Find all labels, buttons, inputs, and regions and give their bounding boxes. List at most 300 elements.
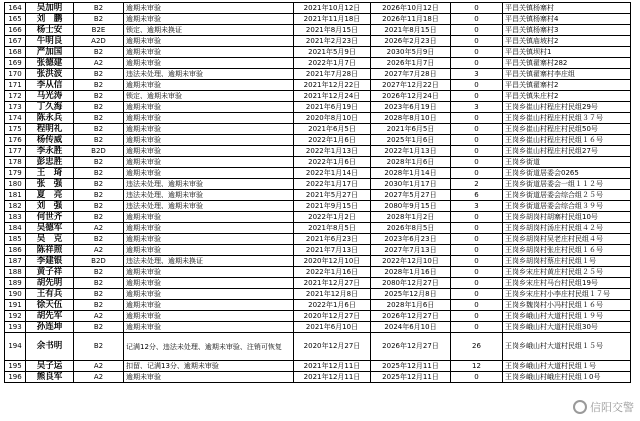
valid-until-date: 2028年1月14日: [371, 168, 451, 179]
first-issue-date: 2022年1月2日: [294, 212, 371, 223]
table-row: [5, 47, 631, 58]
license-class: A2: [74, 245, 124, 256]
table-row: [5, 212, 631, 223]
license-status: 逾期未审验: [124, 3, 294, 14]
first-issue-date: 2021年7月13日: [294, 245, 371, 256]
address: 王岗乡街道居委会综合组２５号: [503, 190, 631, 201]
address: 王岗乡峨山村大道村民组１５号: [503, 333, 631, 361]
table-row: [5, 3, 631, 14]
valid-until-date: 2028年1月2日: [371, 212, 451, 223]
license-class: B2: [74, 14, 124, 25]
license-class: B2: [74, 124, 124, 135]
driver-name: 张德建: [26, 58, 74, 69]
penalty-points: 0: [451, 14, 503, 25]
license-class: B2: [74, 179, 124, 190]
license-status: 逾期未审验: [124, 223, 294, 234]
license-status: 逾期未审验: [124, 289, 294, 300]
first-issue-date: 2021年12月22日: [294, 80, 371, 91]
table-row: [5, 58, 631, 69]
row-number: 184: [5, 223, 26, 234]
driver-name: 李从信: [26, 80, 74, 91]
valid-until-date: 2025年12月8日: [371, 289, 451, 300]
first-issue-date: 2022年1月14日: [294, 168, 371, 179]
address: 平昌关镇翟寨村282: [503, 58, 631, 69]
driver-name: 吴子运: [26, 361, 74, 372]
row-number: 194: [5, 333, 26, 361]
license-status: 逾期未审验: [124, 234, 294, 245]
penalty-points: 26: [451, 333, 503, 361]
address: 平昌关镇坝村1: [503, 47, 631, 58]
license-status: 逾期未审验: [124, 311, 294, 322]
row-number: 174: [5, 113, 26, 124]
license-class: B2: [74, 3, 124, 14]
valid-until-date: 2026年8月5日: [371, 223, 451, 234]
table-row: [5, 278, 631, 289]
first-issue-date: 2021年6月10日: [294, 322, 371, 333]
license-status: 逾期未审验: [124, 124, 294, 135]
license-class: A2: [74, 311, 124, 322]
first-issue-date: 2021年12月11日: [294, 361, 371, 372]
license-status: 锁定、逾期未换证: [124, 25, 294, 36]
license-class: B2: [74, 157, 124, 168]
row-number: 196: [5, 372, 26, 383]
table-row: [5, 25, 631, 36]
license-class: B2: [74, 289, 124, 300]
valid-until-date: 2025年12月11日: [371, 372, 451, 383]
driver-name: 王有兵: [26, 289, 74, 300]
license-status: 逾期未审验: [124, 36, 294, 47]
row-number: 187: [5, 256, 26, 267]
valid-until-date: 2027年12月22日: [371, 80, 451, 91]
first-issue-date: 2021年8月15日: [294, 25, 371, 36]
row-number: 170: [5, 69, 26, 80]
first-issue-date: 2022年1月6日: [294, 300, 371, 311]
valid-until-date: 2025年12月11日: [371, 361, 451, 372]
license-class: B2: [74, 168, 124, 179]
driver-name: 王 琦: [26, 168, 74, 179]
license-class: A2: [74, 223, 124, 234]
table-row: [5, 14, 631, 25]
license-status: 违法未处理、逾期未换证: [124, 256, 294, 267]
driver-name: 胡先明: [26, 278, 74, 289]
driver-name: 黄子祥: [26, 267, 74, 278]
license-status: 逾期未审验: [124, 80, 294, 91]
driver-name: 张洪波: [26, 69, 74, 80]
watermark-text: 信阳交警: [590, 401, 634, 414]
penalty-points: 0: [451, 91, 503, 102]
watermark: [573, 399, 634, 415]
penalty-points: 0: [451, 278, 503, 289]
address: 王岗乡胡岗村吴老庄村民组４号: [503, 234, 631, 245]
first-issue-date: 2021年2月23日: [294, 36, 371, 47]
license-class: A2D: [74, 36, 124, 47]
license-class: B2: [74, 300, 124, 311]
driver-name: 杨士安: [26, 25, 74, 36]
first-issue-date: 2021年9月15日: [294, 201, 371, 212]
penalty-points: 0: [451, 3, 503, 14]
penalty-points: 2: [451, 179, 503, 190]
penalty-points: 0: [451, 113, 503, 124]
table-row: [5, 372, 631, 383]
driver-name: 吴 克: [26, 234, 74, 245]
license-status: 逾期未审验: [124, 58, 294, 69]
license-class: B2D: [74, 146, 124, 157]
valid-until-date: 2023年6月23日: [371, 234, 451, 245]
license-class: A2: [74, 58, 124, 69]
row-number: 164: [5, 3, 26, 14]
license-status: 记满12分、违法未处理、逾期未审验、注销可恢复: [124, 333, 294, 361]
first-issue-date: 2021年5月27日: [294, 190, 371, 201]
table-row: [5, 157, 631, 168]
address: 王岗乡宋庄村小李庄村民组１７号: [503, 289, 631, 300]
address: 平昌关镇庙坡村2: [503, 36, 631, 47]
license-class: B2: [74, 135, 124, 146]
table-row: [5, 80, 631, 91]
row-number: 180: [5, 179, 26, 190]
valid-until-date: 2026年12月24日: [371, 91, 451, 102]
license-class: B2: [74, 102, 124, 113]
row-number: 182: [5, 201, 26, 212]
valid-until-date: 2022年1月13日: [371, 146, 451, 157]
first-issue-date: 2022年1月6日: [294, 157, 371, 168]
valid-until-date: 2026年10月12日: [371, 3, 451, 14]
license-status: 违法未处理、逾期未审验: [124, 190, 294, 201]
address: 王岗乡宋庄村黄庄村民组２５号: [503, 267, 631, 278]
license-status: 逾期未审验: [124, 300, 294, 311]
license-status: 逾期未审验: [124, 278, 294, 289]
license-class: B2: [74, 80, 124, 91]
row-number: 167: [5, 36, 26, 47]
valid-until-date: 2026年2月23日: [371, 36, 451, 47]
address: 平昌关镇朱庄村2: [503, 91, 631, 102]
penalty-points: 6: [451, 190, 503, 201]
first-issue-date: 2020年12月27日: [294, 311, 371, 322]
penalty-points: 0: [451, 245, 503, 256]
license-class: B2E: [74, 25, 124, 36]
valid-until-date: 2022年12月10日: [371, 256, 451, 267]
row-number: 183: [5, 212, 26, 223]
address: 平昌关镇翟寨村李庄组: [503, 69, 631, 80]
table-row: [5, 201, 631, 212]
penalty-points: 0: [451, 36, 503, 47]
driver-name: 杨传威: [26, 135, 74, 146]
valid-until-date: 2026年12月27日: [371, 311, 451, 322]
address: 王岗乡街道居委会一组１１２号: [503, 179, 631, 190]
row-number: 188: [5, 267, 26, 278]
penalty-points: 0: [451, 25, 503, 36]
wechat-logo-icon: [573, 400, 587, 414]
first-issue-date: 2021年12月24日: [294, 91, 371, 102]
first-issue-date: 2021年5月9日: [294, 47, 371, 58]
row-number: 186: [5, 245, 26, 256]
valid-until-date: 2026年12月27日: [371, 333, 451, 361]
valid-until-date: 2027年7月28日: [371, 69, 451, 80]
license-status: 违法未处理、逾期未审验: [124, 201, 294, 212]
table-row: [5, 146, 631, 157]
valid-until-date: 2023年6月19日: [371, 102, 451, 113]
penalty-points: 0: [451, 311, 503, 322]
row-number: 169: [5, 58, 26, 69]
row-number: 168: [5, 47, 26, 58]
license-status: 逾期未审验: [124, 14, 294, 25]
row-number: 165: [5, 14, 26, 25]
driver-name: 刘 鹏: [26, 14, 74, 25]
driver-name: 徐天伍: [26, 300, 74, 311]
penalty-points: 0: [451, 256, 503, 267]
first-issue-date: 2021年7月28日: [294, 69, 371, 80]
driver-name: 吴加明: [26, 3, 74, 14]
penalty-points: 0: [451, 168, 503, 179]
first-issue-date: 2021年6月19日: [294, 102, 371, 113]
driver-name: 胡先军: [26, 311, 74, 322]
first-issue-date: 2022年1月17日: [294, 179, 371, 190]
valid-until-date: 2028年1月6日: [371, 300, 451, 311]
valid-until-date: 2025年1月6日: [371, 135, 451, 146]
license-status: 逾期未审验: [124, 372, 294, 383]
first-issue-date: 2021年12月11日: [294, 372, 371, 383]
address: 王岗乡街道居委会0265: [503, 168, 631, 179]
license-class: A2: [74, 361, 124, 372]
valid-until-date: 2080年9月15日: [371, 201, 451, 212]
row-number: 175: [5, 124, 26, 135]
penalty-points: 0: [451, 157, 503, 168]
license-status: 逾期未审验: [124, 322, 294, 333]
license-status: 逾期未审验: [124, 212, 294, 223]
driver-name: 张 强: [26, 179, 74, 190]
license-status: 逾期未审验: [124, 113, 294, 124]
penalty-points: 0: [451, 234, 503, 245]
row-number: 189: [5, 278, 26, 289]
address: 平昌关镇杨寨村: [503, 3, 631, 14]
row-number: 177: [5, 146, 26, 157]
first-issue-date: 2021年8月5日: [294, 223, 371, 234]
penalty-points: 0: [451, 289, 503, 300]
penalty-points: 0: [451, 80, 503, 91]
first-issue-date: 2021年6月5日: [294, 124, 371, 135]
address: 王岗乡街道: [503, 157, 631, 168]
table-row: [5, 256, 631, 267]
penalty-points: 0: [451, 146, 503, 157]
table-row: [5, 91, 631, 102]
license-status: 逾期未审验: [124, 157, 294, 168]
valid-until-date: 2027年5月27日: [371, 190, 451, 201]
driver-name: 马光涛: [26, 91, 74, 102]
penalty-points: 12: [451, 361, 503, 372]
driver-name: 程明礼: [26, 124, 74, 135]
table-row: [5, 135, 631, 146]
first-issue-date: 2021年10月12日: [294, 3, 371, 14]
license-class: B2: [74, 190, 124, 201]
table-row: [5, 102, 631, 113]
first-issue-date: 2021年6月23日: [294, 234, 371, 245]
driver-name: 何世齐: [26, 212, 74, 223]
table-row: [5, 124, 631, 135]
address: 王岗乡胡岗村胡寨村民组10号: [503, 212, 631, 223]
table-row: [5, 69, 631, 80]
row-number: 191: [5, 300, 26, 311]
penalty-points: 0: [451, 300, 503, 311]
address: 王岗乡峨山村大道村民组30号: [503, 322, 631, 333]
row-number: 195: [5, 361, 26, 372]
valid-until-date: 2021年6月5日: [371, 124, 451, 135]
valid-until-date: 2080年12月27日: [371, 278, 451, 289]
table-row: [5, 267, 631, 278]
row-number: 166: [5, 25, 26, 36]
license-status: 逾期未审验: [124, 135, 294, 146]
address: 王岗乡崔山村程庄村民组29号: [503, 102, 631, 113]
license-status: 逾期未审验: [124, 47, 294, 58]
license-status: 逾期未审验: [124, 168, 294, 179]
penalty-points: 3: [451, 102, 503, 113]
license-status: 锁定、逾期未审验: [124, 91, 294, 102]
valid-until-date: 2026年11月18日: [371, 14, 451, 25]
row-number: 172: [5, 91, 26, 102]
table-row: [5, 322, 631, 333]
address: 王岗乡崔山村程庄村民组27号: [503, 146, 631, 157]
license-class: B2: [74, 267, 124, 278]
row-number: 185: [5, 234, 26, 245]
first-issue-date: 2021年12月8日: [294, 289, 371, 300]
valid-until-date: 2024年6月10日: [371, 322, 451, 333]
license-status: 违法未处理、逾期未审验: [124, 179, 294, 190]
penalty-points: 0: [451, 372, 503, 383]
address: 平昌关镇翟寨村2: [503, 80, 631, 91]
address: 王岗乡崔山村程庄村民组50号: [503, 124, 631, 135]
penalty-points: 0: [451, 47, 503, 58]
first-issue-date: 2022年1月6日: [294, 135, 371, 146]
license-class: B2D: [74, 256, 124, 267]
driver-name: 李建银: [26, 256, 74, 267]
penalty-points: 0: [451, 223, 503, 234]
driver-name: 李永胜: [26, 146, 74, 157]
driver-name: 吴德军: [26, 223, 74, 234]
address: 王岗乡魏岗村小冯村民组１６号: [503, 300, 631, 311]
license-class: B2: [74, 322, 124, 333]
driver-name: 严加国: [26, 47, 74, 58]
driver-name: 夏 亮: [26, 190, 74, 201]
row-number: 173: [5, 102, 26, 113]
first-issue-date: 2021年12月27日: [294, 278, 371, 289]
license-status: 逾期未审验: [124, 102, 294, 113]
table-row: [5, 245, 631, 256]
first-issue-date: 2020年12月27日: [294, 333, 371, 361]
license-status: 逾期未审验: [124, 245, 294, 256]
penalty-points: 3: [451, 69, 503, 80]
penalty-points: 0: [451, 322, 503, 333]
license-class: B2: [74, 333, 124, 361]
address: 王岗乡胡岗村张庄村民组１６号: [503, 245, 631, 256]
address: 王岗乡胡岗村汤庄村民组４２号: [503, 223, 631, 234]
address: 平昌关镇杨寨村4: [503, 14, 631, 25]
address: 王岗乡峨山村峨庄村民组１0号: [503, 372, 631, 383]
address: 平昌关镇杨寨村3: [503, 25, 631, 36]
address: 王岗乡崔山村程庄村民组１６号: [503, 135, 631, 146]
row-number: 179: [5, 168, 26, 179]
penalty-points: 0: [451, 267, 503, 278]
table-row: [5, 190, 631, 201]
address: 王岗乡胡岗村蔡庄村民组１号: [503, 256, 631, 267]
license-status: 逾期未审验: [124, 267, 294, 278]
address: 王岗乡峨山村大道村民组１号: [503, 361, 631, 372]
driver-name: 刘 强: [26, 201, 74, 212]
address: 王岗乡宋庄村马台村民组19号: [503, 278, 631, 289]
valid-until-date: 2027年7月13日: [371, 245, 451, 256]
row-number: 171: [5, 80, 26, 91]
valid-until-date: 2026年1月7日: [371, 58, 451, 69]
row-number: 181: [5, 190, 26, 201]
valid-until-date: 2028年1月16日: [371, 267, 451, 278]
table-row: [5, 113, 631, 124]
table-row: [5, 36, 631, 47]
license-class: B2: [74, 212, 124, 223]
driver-records-table: [4, 2, 631, 383]
license-status: 违法未处理、逾期未审验: [124, 69, 294, 80]
license-status: 扣留、记满13分、逾期未审验: [124, 361, 294, 372]
penalty-points: 0: [451, 135, 503, 146]
driver-name: 孙连坤: [26, 322, 74, 333]
license-class: B2: [74, 91, 124, 102]
valid-until-date: 2028年8月10日: [371, 113, 451, 124]
table-row: [5, 289, 631, 300]
license-class: B2: [74, 278, 124, 289]
address: 王岗乡崔山村程庄村民组３７号: [503, 113, 631, 124]
table-row: [5, 361, 631, 372]
row-number: 178: [5, 157, 26, 168]
valid-until-date: 2021年8月15日: [371, 25, 451, 36]
address: 王岗乡街道居委会综合组３９号: [503, 201, 631, 212]
table-row: [5, 179, 631, 190]
row-number: 192: [5, 311, 26, 322]
license-class: B2: [74, 69, 124, 80]
table-row: [5, 168, 631, 179]
first-issue-date: 2022年1月13日: [294, 146, 371, 157]
first-issue-date: 2022年1月16日: [294, 267, 371, 278]
row-number: 193: [5, 322, 26, 333]
first-issue-date: 2020年8月10日: [294, 113, 371, 124]
first-issue-date: 2020年12月10日: [294, 256, 371, 267]
license-status: 逾期未审验: [124, 146, 294, 157]
license-class: B2: [74, 201, 124, 212]
license-class: B2: [74, 113, 124, 124]
driver-name: 陈祥照: [26, 245, 74, 256]
penalty-points: 0: [451, 212, 503, 223]
table-row: [5, 311, 631, 322]
penalty-points: 3: [451, 201, 503, 212]
license-class: B2: [74, 234, 124, 245]
driver-name: 丁久海: [26, 102, 74, 113]
penalty-points: 0: [451, 58, 503, 69]
driver-name: 陈永兵: [26, 113, 74, 124]
table-row: [5, 300, 631, 311]
valid-until-date: 2030年5月9日: [371, 47, 451, 58]
valid-until-date: 2028年1月6日: [371, 157, 451, 168]
row-number: 176: [5, 135, 26, 146]
address: 王岗乡峨山村大道村民组１９号: [503, 311, 631, 322]
valid-until-date: 2030年1月17日: [371, 179, 451, 190]
table-row: [5, 223, 631, 234]
license-class: B2: [74, 47, 124, 58]
driver-name: 余书明: [26, 333, 74, 361]
first-issue-date: 2021年11月18日: [294, 14, 371, 25]
driver-name: 彭忠胜: [26, 157, 74, 168]
first-issue-date: 2022年1月7日: [294, 58, 371, 69]
row-number: 190: [5, 289, 26, 300]
table-row: [5, 234, 631, 245]
penalty-points: 0: [451, 124, 503, 135]
driver-name: 熊良军: [26, 372, 74, 383]
table-row: [5, 333, 631, 361]
driver-name: 牛明良: [26, 36, 74, 47]
